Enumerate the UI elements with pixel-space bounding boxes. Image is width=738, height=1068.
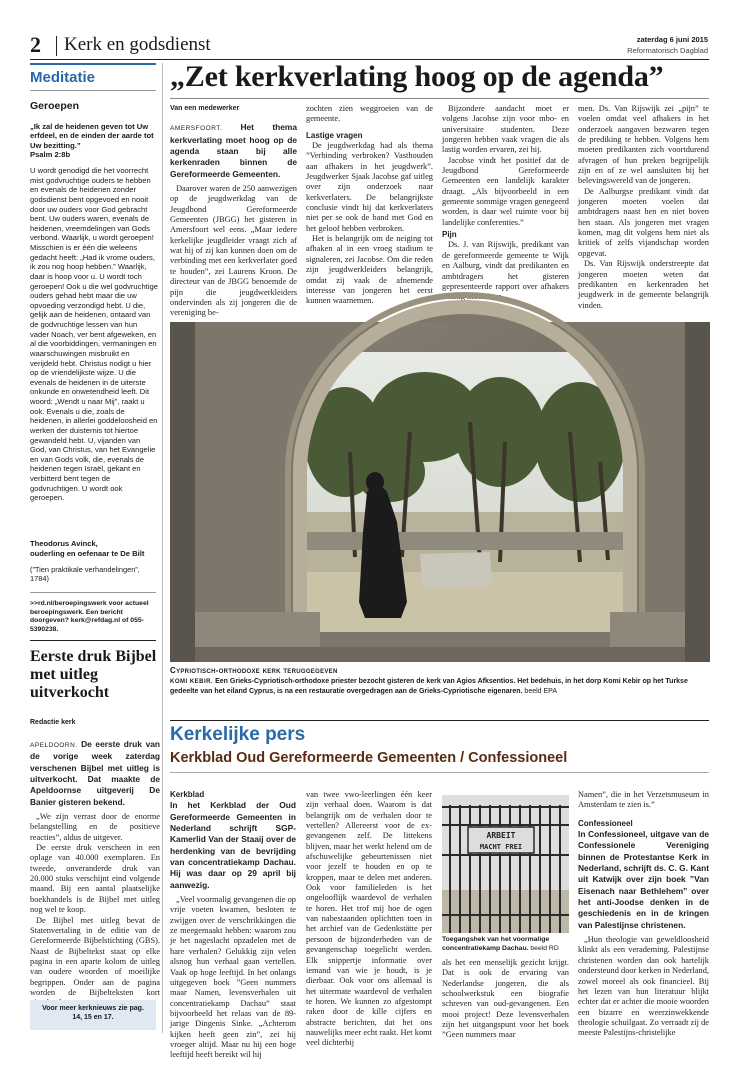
- main-c4c: Ds. Van Rijswijk onderstreepte dat jongeren moeten weten dat predikanten en kerkenraden het jeugdwerk in de gemeente belangrijk vinden.: [578, 259, 709, 310]
- kerknieuws-box[interactable]: [30, 1000, 156, 1030]
- main-byline: Van een medewerker: [170, 105, 240, 112]
- pers-c3-body: als het een menselijk gezicht krijgt. Dat is ook de ervaring van Nederlandse jongeren, die als schoolwerkstuk een biografie schreven van oud-gevangenen. Een mooi project! Deze levensverhalen zijn het uitgangspunt voor het boek ”Geen nummers maar: [442, 958, 569, 1040]
- main-c3a: Bijzondere aandacht moet er volgens Jacobse zijn voor mbo- en universitaire studenten. Deze jongeren hebben vaak vragen die als lastig worden ervaren, zei hij.: [442, 104, 569, 155]
- pers-subtitle-rule: [170, 772, 709, 773]
- pers-sub-kerkblad: Kerkblad: [170, 790, 205, 799]
- meditatie-label-rule: [30, 90, 156, 91]
- main-c3b: Jacobse vindt het positief dat de Jeugdbond Gereformeerde Gemeenten een landelijk karakter draagt. „Als bijvoorbeeld in een gemeente sommige vragen genegeerd worden, is daar wel ruimte voor bij landelijke conferenties.”: [442, 155, 569, 227]
- photo-caption-title: Cypriotisch-orthodoxe kerk teruggegeven: [170, 666, 338, 675]
- pers-c4a: Namen”, die in het Verzetsmuseum in Amsterdam te zien is.”: [578, 790, 709, 810]
- photo-caption: [170, 677, 710, 696]
- meditatie-quote: „Ik zal de heidenen geven tot Uw erfdeel, en de einden der aarde tot Uw bezitting.”: [30, 122, 154, 150]
- photo-caption-text: Een Grieks-Cypriotisch-orthodoxe priester bezocht gisteren de kerk van Agios Afksentios. Het bedehuis, in het dorp Komi Kebir op het Turkse gedeelte van het eiland Cyprus, is na een restauratie overgedragen aan de Grieks-Cypriotische eigenaren.: [170, 678, 688, 695]
- dachau-photo: [442, 795, 569, 933]
- main-sub-pijn: Pijn: [442, 230, 457, 240]
- pers-c1-lead: In het Kerkblad der Oud Gereformeerde Gemeenten in Nederland schrijft SGP-Kamerlid Van der Staaij over de herdenking van de bevrijding van concentratiekamp Dachau. Hij was daar op 29 april bij aanwezig.: [170, 800, 296, 890]
- gate-text-line1: ARBEIT: [486, 831, 516, 840]
- bijbel-p1: „We zijn verrast door de enorme belangstelling en de positieve reacties”, aldus de uitgever.: [30, 812, 160, 842]
- main-col-3: [442, 104, 569, 312]
- main-c2a: zochten zien weggroeien van de gemeente.: [306, 104, 433, 124]
- meditatie-source: (”Tien praktikale verhandelingen”, 1784): [30, 565, 140, 584]
- bijbel-p3: De Bijbel met uitleg bevat de Statenvertaling in de editie van de Gereformeerde Bijbelstichting (GBS). Naast de Bijbeltekst staat op elke pagina in een aparte kolom de uitleg van oudere woorden of moeilijke begrippen. Onder aan de pagina worden de Bijbelteksten kort: [30, 915, 160, 997]
- meditatie-body: U wordt genodigd die het voorrecht mist godvruchtige ouders te hebben en evenals de heidenen zonder godsdienst bent opgevoed en nooit door uw ouders voor God gebracht bent. Uw ouders waren, evenals de heidenen, vreemdelingen van Gods verbond. Waarlijk, u wordt geroepen! Misschien is er één die weleens gedacht heeft: „Had ik vrome ouders, ik zou nog hoop hebben.” Waarlijk, daar is hoop voor u. U wordt toch geroepen! Ook u die wel godvruchtige ouders gehad hebt maar die uw opvoeding verzondigd hebt. U die, gelijk aan de heidenen, ontaard van de godvruchtige lessen van hun vader Noach, ver bent afgeweken, en al die voorbiddingen, vermaningen en waarschuwingen misbruikt en verijdeld hebt. Christus nodigt u hier op de vriendelijkste wijze. U die evenals de heidenen in de uiterste onkunde en onwetendheid leeft. Dit woord: „Wendt u naar Mij”, raakt u ook. Evenals u die, zoals de heidenen, in allerlei goddeloosheid en werken der duisternis tot hiertoe gewandeld hebt. U, vijanden van God, van Christus, van het Evangelie en van Gods volk, die, evenals de heidenen tegen Israël, gekant en verbitterd bent tegen de godvruchtigen. U wordt ook geroepen.: [30, 166, 158, 503]
- meditatie-ref: Psalm 2:8b: [30, 150, 71, 159]
- pers-col-1: [170, 790, 296, 1060]
- main-sub-lastige: Lastige vragen: [306, 130, 363, 140]
- vertical-divider: [162, 63, 163, 1033]
- main-lead: Het thema kerkverlating moet hoog op de agenda staan bij alle kerkenraden binnen de Gereformeerde Gemeenten.: [170, 122, 297, 179]
- pers-col-2: [306, 790, 432, 1048]
- meditatie-author-role: ouderling en oefenaar te De Bilt: [30, 549, 145, 558]
- main-headline-rule: [170, 98, 709, 99]
- dachau-credit: beeld RD: [530, 944, 559, 952]
- church-photo-illustration: [170, 322, 710, 662]
- pers-col-4: [578, 790, 709, 1040]
- main-col-2: [306, 104, 433, 312]
- main-col-4: [578, 104, 709, 312]
- page-number: 2: [30, 32, 41, 57]
- dachau-gate-illustration: [442, 795, 569, 933]
- main-c1: Daarover waren de 250 aanwezigen op de jeugdwerkdag van de Jeugdbond Gereformeerde Gemeenten (JBGG) het gisteren in Amersfoort wel eens. „Maar iedere kerkelijke jeugdleider vraagt zich af wat hij of zij kan kunnen doen om de verbinding met een kerkverlater goed te houden”, zei Laurens Kroon. De directeur van de JBGG benoemde de pijn die jeugdwerkleiders ondervinden als zij jongeren die de vereniging be-: [170, 184, 297, 318]
- bijbel-dateline: APELDOORN.: [30, 742, 78, 749]
- pers-c2-body: van twee vwo-leerlingen één keer zijn verhaal doen. Waarom is dat belangrijk om de verhalen door te vertellen? Allereerst voor de ex-gevangenen zelf. De littekens blijven, maar het werkt helend om de afschuwelijke gebeurtenissen niet voor jezelf te houden en op te kroppen, maar te delen met anderen. Ook voor familieleden is het ongelooflijk waardevol de verhalen te horen. Het trof mij hoe de ogen van nabestaanden oplichtten toen in het archief van de Gedenkstätte per persoon de bijzonderheden van de gevangenschap toegelicht werden. Elk snippertje informatie over iemand van wie je houdt, is je dierbaar. Ook voor ons allemaal is het uitermate waardevol de verhalen te horen. We kunnen zo afgestompt raken door de kille cijfers en abstracte berichten, dat het ons nauwelijks meer echt raakt. Het komt veel dichterbij: [306, 790, 432, 1048]
- left-col-divider: [30, 640, 156, 641]
- gate-text-line2: MACHT FREI: [479, 843, 523, 851]
- bijbel-headline: Eerste druk Bijbel met uitleg uitverkocht: [30, 648, 157, 701]
- bijbel-byline: Redactie kerk: [30, 719, 76, 726]
- meditatie-title: Geroepen: [30, 100, 80, 112]
- pers-label: Kerkelijke pers: [170, 724, 306, 745]
- main-dateline: AMERSFOORT.: [170, 125, 223, 133]
- header-paper: Reformatorisch Dagblad: [627, 46, 708, 55]
- main-c2c: Het is belangrijk om de neiging tot afhaken al in een vroeg stadium te signaleren, zei Jacobse. Om die reden zijn jeugdwerkleiders belangrijk, omdat zij vaak de afnemende interesse van jongeren het eerst kunnen waarnemen.: [306, 234, 433, 306]
- pers-c4-lead: In Confessioneel, uitgave van de Confessionele Vereniging binnen de Protestantse Kerk in Nederland, schrijft ds. C. G. Kant uit Katwijk over zijn boek ”Van Eisenach naar Bethlehem” over het anti-Joodse denken in de geschiedenis en in de kringen van Palestijnse christenen.: [578, 829, 709, 930]
- pers-c1-body: „Veel voormalig gevangenen die op vrije voeten kwamen, besloten te zwijgen over de verschrikkingen die ze meegemaakt hebben: waarom zou je het nageslacht opzadelen met de hare verhalen? Gelukkig zijn velen alsnog hun verhaal gaan vertellen. Vaak op hoge leeftijd. In het onlangs uitgegeven boek ”Geen nummers maar Namen, levensverhalen uit concentratiekamp Dachau” staat bijvoorbeeld het relaas van de 89-jarige Dingenis Sinke. „Achterom kijken heeft geen zin”, zei hij vroeger altijd. Maar nu hij een hoge leeftijd heeft bereikt wil hij: [170, 895, 296, 1060]
- pers-top-rule: [170, 720, 709, 721]
- section-title: Kerk en godsdienst: [64, 34, 211, 55]
- church-photo: [170, 322, 710, 662]
- pers-subtitle: Kerkblad Oud Gereformeerde Gemeenten / Confessioneel: [170, 750, 568, 766]
- kerknieuws-box-text: Voor meer kerknieuws zie pag. 14, 15 en 17.: [42, 1005, 144, 1021]
- pers-sub-confessioneel: Confessioneel: [578, 818, 633, 828]
- pers-col-3: [442, 958, 569, 1040]
- header-divider: [56, 36, 57, 56]
- main-c2b: De jeugdwerkdag had als thema ”Verbinding verbroken? Vasthouden aan afhakers in het jeugdwerk”. Jeugdwerker Sjaak Jacobse gaf uitleg over zijn onderzoek naar kerkverlaters. De belangrijkste conclusie vindt hij dat kerkverlaters niet per se ook de band met God en het geloof hebben verbroken.: [306, 141, 433, 233]
- bijbel-article: [30, 739, 161, 997]
- meditatie-author: Theodorus Avinck,: [30, 539, 98, 548]
- bijbel-p2: De eerste druk verscheen in een oplage van 40.000 exemplaren. En tweede, onveranderde druk van 20.000 stuks verschijnt eind volgende maand. Bij een aantal plaatselijke boekhandels is de Bijbel met uitleg nog wel te koop.: [30, 843, 160, 915]
- main-headline: „Zet kerkverlating hoog op de agenda”: [170, 60, 664, 93]
- main-c4b: De Aalburgse predikant vindt dat jongeren moeten voelen dat ambtdragers naast hen en niet boven hen staan. Als jongeren met vragen komen, mag dit volgens hem niet als kritiek of zelfs vijandschap worden opgevat.: [578, 186, 709, 258]
- photo-credit: beeld EPA: [524, 688, 557, 695]
- beroepingswerk-note[interactable]: >>rd.nl/beroepingswerk voor actueel beroepingswerk. Een bericht doorgeven? kerk@refdag.nl of 055-5390238.: [30, 600, 149, 633]
- dachau-caption: [442, 936, 570, 953]
- meditatie-label: Meditatie: [30, 69, 96, 86]
- bijbel-lead: De eerste druk van de vorige week zaterdag verschenen Bijbel met uitleg is uitverkocht. Dat maakte de Apeldoornse uitgeverij De Banier gisteren bekend.: [30, 739, 161, 807]
- dachau-caption-text: Toegangshek van het voormalige concentratiekamp Dachau.: [442, 936, 550, 952]
- main-c4a: men. Ds. Van Rijswijk zei „pijn” te voelen omdat veel afhakers in het onderzoek aangaven bezwaren tegen de prediking te hebben. Volgens hem moeten predikanten zich voortdurend afvragen of hun preken begrijpelijk zijn en of ze wel aansluiten bij het belevingswereld van de jongeren.: [578, 104, 709, 186]
- main-c3c: Ds. J. van Rijswijk, predikant van de gereformeerde gemeente te Wijk en Aalburg, vindt dat predikanten en ambtdragers het gisteren gepresenteerde rapport over afhakers ernstig moeten ne-: [442, 240, 569, 302]
- header-date: zaterdag 6 juni 2015: [636, 35, 708, 44]
- meditatie-note-rule: [30, 592, 156, 593]
- photo-caption-place: KOMI KEBIR.: [170, 679, 214, 685]
- pers-c4-body: „Hun theologie van geweldloosheid klinkt als een verademing. Palestijnse christenen worden dan ook hartelijk ondersteund door kerken in Nederland, zowel moreel als ook financieel. Bij het lezen van hun literatuur blijkt echter dat er achter die mooie woorden een bizarre en weerzinwekkende theologie schuilgaat. Zo verraadt zij de meeste Palestijns-christelijke: [578, 935, 709, 1038]
- meditatie-top-rule: [30, 63, 156, 65]
- main-col-1: [170, 104, 297, 318]
